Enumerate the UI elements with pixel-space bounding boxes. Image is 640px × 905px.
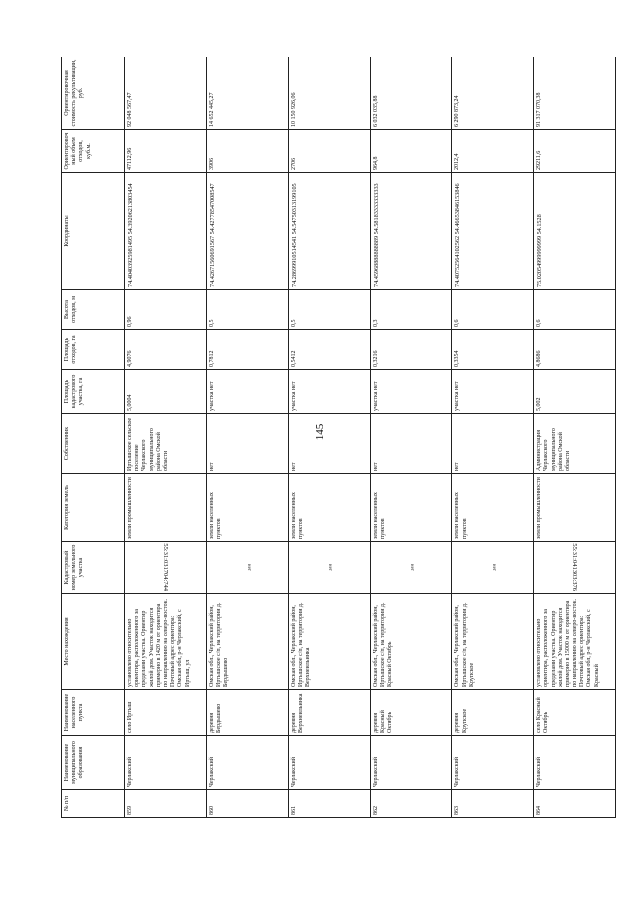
header-cell: Ориентировочный объем отходов, куб.м.	[62, 130, 125, 173]
cell-cost: 6 032 035,88	[370, 57, 452, 130]
header-cell: Площадь кадастрового участка, га	[62, 370, 125, 414]
header-cell: Площадь отходов, га	[62, 330, 125, 370]
cell-height: 0,96	[125, 290, 207, 330]
cell-category: земли промышленности	[125, 474, 207, 542]
cell-cadastral	[452, 542, 534, 594]
document-page	[61, 57, 616, 818]
cell-municipality: Черлакский	[288, 736, 370, 790]
cell-num: 862	[370, 790, 452, 818]
cell-settlement: деревня Бердышево	[206, 690, 288, 736]
cell-coords: 74.40403925981495 54.39206213803454	[125, 173, 207, 290]
cell-cost: 92 048 567,47	[125, 57, 207, 130]
cell-location: установлено относительно ориентира, расположенного за пределами участка. Ориентир жилой дом. Участок находится примерно в 15000 м от ориентира по направлению на северо-восток. Почтовый адрес ориентира: Омская обл, р-н Черлакский, с Красный	[534, 594, 616, 690]
cell-location: установлено относительно ориентира, расположенного за пределами участка. Ориентир жилой дом. Участок находится примерно в 1420 м от ориентира по направлению на северо-восток. Почтовый адрес ориентира: Омская обл, р-н Черлакский, с Иртыш, ул	[125, 594, 207, 690]
cell-waste-area: 0,3354	[452, 330, 534, 370]
cell-owner: Администрация Черлакского муниципального района Омской области	[534, 414, 616, 474]
cell-owner: нет	[452, 414, 534, 474]
cadastral-number: нет	[327, 563, 333, 572]
cell-waste-area: 0,3216	[370, 330, 452, 370]
cell-parcel-area: 5,002	[534, 370, 616, 414]
header-cell: № п/п	[62, 790, 125, 818]
cell-coords: 74.40752564102562 54.46653846153846	[452, 173, 534, 290]
cell-municipality: Черлакский	[534, 736, 616, 790]
cell-height: 0,5	[288, 290, 370, 330]
cell-category: земли населенных пунктов	[206, 474, 288, 542]
table-row	[206, 57, 288, 818]
cell-municipality: Черлакский	[370, 736, 452, 790]
header-cell: Кадастровый номер земельного участка	[62, 542, 125, 594]
header-cell: Координаты	[62, 173, 125, 290]
cell-location: Омская обл., Черлакский район, Иртышское с/п, на территории д. Бердышево	[206, 594, 288, 690]
cell-owner: нет	[206, 414, 288, 474]
cell-settlement: село Иртыш	[125, 690, 207, 736]
cell-municipality: Черлакский	[452, 736, 534, 790]
cell-cost: 10 150 926,06	[288, 57, 370, 130]
cell-cadastral	[534, 542, 616, 594]
cell-parcel-area: участка нет	[452, 370, 534, 414]
cell-category: земли промышленности	[534, 474, 616, 542]
cell-cost: 91 317 070,38	[534, 57, 616, 130]
cell-height: 0,5	[206, 290, 288, 330]
cell-settlement: село Красный Октябрь	[534, 690, 616, 736]
cell-volume: 2706	[288, 130, 370, 173]
table-header-row	[62, 57, 125, 818]
cell-cadastral	[288, 542, 370, 594]
cell-cadastral	[125, 542, 207, 594]
table-row	[452, 57, 534, 818]
cell-cadastral	[370, 542, 452, 594]
cell-settlement: деревня Крупское	[452, 690, 534, 736]
page-number: 145	[314, 423, 326, 441]
cell-volume: 29211,6	[534, 130, 616, 173]
cell-municipality: Черлакский	[206, 736, 288, 790]
cadastral-number: нет	[245, 563, 251, 572]
cell-location: Омская обл., Черлакский район, Иртышское с/п, на территории д. Красный Октябрь	[370, 594, 452, 690]
cell-coords: 74.28699910514541 54.54750313199105	[288, 173, 370, 290]
cell-coords: 75.02054999999999 54.1528	[534, 173, 616, 290]
cell-height: 0,6	[452, 290, 534, 330]
header-cell: Ориентировочная стоимость рекультивации, руб.	[62, 57, 125, 130]
cell-category: земли населенных пунктов	[288, 474, 370, 542]
cadastral-number: нет	[409, 563, 415, 572]
cell-location: Омская обл., Черлакский район, Иртышское с/п, на территории д. Верхнеильинка	[288, 594, 370, 690]
cell-waste-area: 4,8686	[534, 330, 616, 370]
cell-settlement: деревня Красный Октябрь	[370, 690, 452, 736]
cell-volume: 47112,96	[125, 130, 207, 173]
table-row	[288, 57, 370, 818]
header-cell: Наименование муниципального образования	[62, 736, 125, 790]
cell-owner: нет	[288, 414, 370, 474]
cell-height: 0,6	[534, 290, 616, 330]
cell-volume: 3906	[206, 130, 288, 173]
cell-waste-area: 0,5412	[288, 330, 370, 370]
cell-coords: 74.42671560691567 54.42778547008547	[206, 173, 288, 290]
cell-height: 0,3	[370, 290, 452, 330]
header-cell: Наименование населенного пункта	[62, 690, 125, 736]
cell-cost: 6 290 873,24	[452, 57, 534, 130]
table-row	[534, 57, 616, 818]
cell-num: 864	[534, 790, 616, 818]
cell-volume: 964,8	[370, 130, 452, 173]
header-cell: Категория земель	[62, 474, 125, 542]
cell-waste-area: 4,9076	[125, 330, 207, 370]
cell-volume: 2012,4	[452, 130, 534, 173]
cell-category: земли населенных пунктов	[452, 474, 534, 542]
header-cell: Место нахождения	[62, 594, 125, 690]
cell-num: 860	[206, 790, 288, 818]
cell-waste-area: 0,7812	[206, 330, 288, 370]
cell-owner: нет	[370, 414, 452, 474]
cell-cost: 14 652 445,27	[206, 57, 288, 130]
header-cell: Собственник	[62, 414, 125, 474]
cell-location: Омская обл., Черлакский район, Иртышское с/п, на территории д. Крупское	[452, 594, 534, 690]
cell-municipality: Черлакский	[125, 736, 207, 790]
landfill-table	[61, 57, 616, 818]
cell-num: 859	[125, 790, 207, 818]
cell-cadastral	[206, 542, 288, 594]
cell-parcel-area: участка нет	[288, 370, 370, 414]
table-row	[370, 57, 452, 818]
cell-parcel-area: участка нет	[370, 370, 452, 414]
cell-coords: 74.45968888888889 54.58183333333333	[370, 173, 452, 290]
cadastral-number: нет	[491, 563, 497, 572]
cell-owner: Иртышское сельское поселение Черлакского муниципального района Омской области	[125, 414, 207, 474]
cell-num: 863	[452, 790, 534, 818]
cell-parcel-area: участка нет	[206, 370, 288, 414]
cell-category: земли населенных пунктов	[370, 474, 452, 542]
cadastral-number: 55:31:041303:376	[571, 543, 579, 591]
cadastral-number: 55:31:031704:744	[162, 543, 170, 591]
cell-parcel-area: 5,0004	[125, 370, 207, 414]
table-row	[125, 57, 207, 818]
cell-num: 861	[288, 790, 370, 818]
cell-settlement: деревня Верхнеильинка	[288, 690, 370, 736]
header-cell: Высота отходов, м	[62, 290, 125, 330]
